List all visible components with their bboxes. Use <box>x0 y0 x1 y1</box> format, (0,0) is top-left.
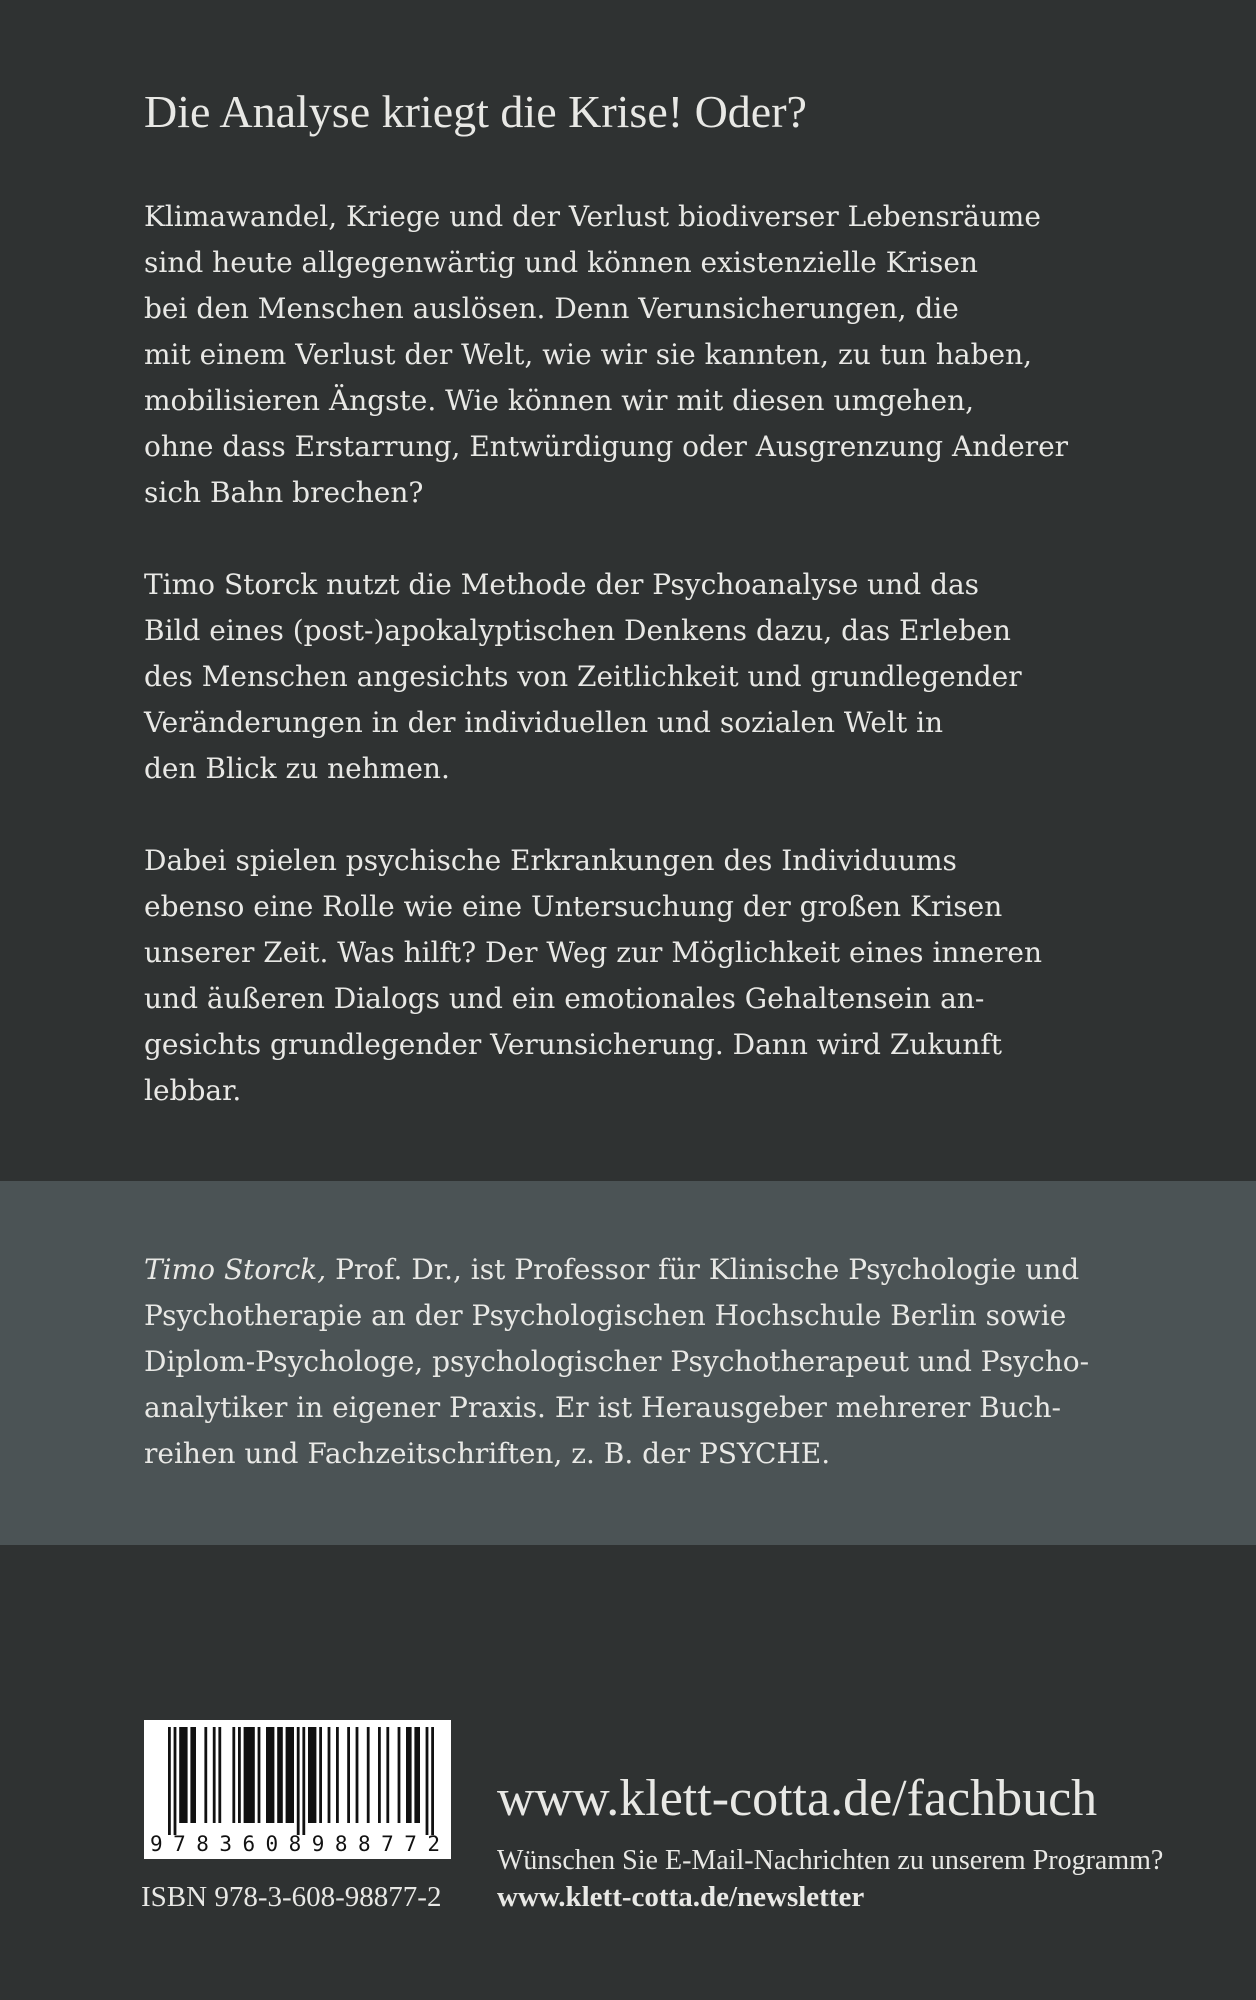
blurb-line: Klimawandel, Kriege und der Verlust biodiverser Lebensräume <box>144 200 1041 233</box>
bio-line <box>144 1247 1089 1293</box>
barcode-bar <box>213 1727 216 1823</box>
barcode-guard-bar <box>174 1727 177 1835</box>
barcode-bar <box>179 1727 187 1823</box>
blurb-line: unserer Zeit. Was hilft? Der Weg zur Möglichkeit eines inneren <box>144 936 1043 969</box>
barcode-bar <box>266 1727 274 1823</box>
blurb-line: lebbar. <box>144 1074 242 1107</box>
blurb-line: mobilisieren Ängste. Wie können wir mit diesen umgehen, <box>144 384 975 417</box>
blurb-line: mit einem Verlust der Welt, wie wir sie kannten, zu tun haben, <box>144 338 1033 371</box>
blurb-line: gesichts grundlegender Verunsicherung. Dann wird Zukunft <box>144 1028 1003 1061</box>
barcode-bar <box>286 1727 294 1823</box>
barcode-bar <box>244 1727 255 1823</box>
blurb-line: sich Bahn brechen? <box>144 476 424 509</box>
blurb-line: Bild eines (post-)apokalyptischen Denkens dazu, das Erleben <box>144 614 1011 647</box>
barcode-bar <box>308 1727 316 1823</box>
barcode-bar <box>238 1727 241 1823</box>
barcode-graphic <box>144 1720 451 1859</box>
barcode-bar <box>386 1727 389 1823</box>
barcode-guard-bar <box>297 1727 300 1835</box>
barcode-bar <box>190 1727 196 1823</box>
blurb-line: Dabei spielen psychische Erkrankungen des Individuums <box>144 844 957 877</box>
blurb-line: ohne dass Erstarrung, Entwürdigung oder Ausgrenzung Anderer <box>144 430 1069 463</box>
author-bio <box>144 1247 1089 1477</box>
blurb-line: und äußeren Dialogs und ein emotionales Gehaltensein an- <box>144 982 985 1015</box>
barcode-bar <box>398 1727 401 1823</box>
bio-line: analytiker in eigener Praxis. Er ist Herausgeber mehrerer Buch- <box>144 1391 1061 1424</box>
blurb-paragraph <box>144 838 1068 1114</box>
barcode-bar <box>378 1727 381 1823</box>
barcode-bar <box>319 1727 322 1823</box>
bio-line: reihen und Fachzeitschriften, z. B. der PSYCHE. <box>144 1437 831 1470</box>
barcode-bar <box>406 1727 412 1823</box>
barcode-bar <box>232 1727 235 1823</box>
bio-line: Diplom-Psychologe, psychologischer Psychotherapeut und Psycho- <box>144 1345 1090 1378</box>
blurb-line: des Menschen angesichts von Zeitlichkeit und grundlegender <box>144 660 1022 693</box>
bio-line-text: Prof. Dr., ist Professor für Klinische Psychologie und <box>335 1253 1080 1286</box>
blurb-paragraph <box>144 194 1068 516</box>
newsletter-prompt: Wünschen Sie E-Mail-Nachrichten zu unserem Programm? <box>497 1845 1164 1876</box>
barcode-bar <box>356 1727 359 1823</box>
blurb-paragraph <box>144 562 1068 792</box>
blurb-line: Timo Storck nutzt die Methode der Psychoanalyse und das <box>144 568 980 601</box>
barcode-bar <box>414 1727 420 1823</box>
publisher-website: www.klett-cotta.de/fachbuch <box>497 1770 1098 1827</box>
barcode-guard-bar <box>168 1727 171 1835</box>
barcode-bar <box>258 1727 261 1823</box>
barcode <box>144 1720 451 1859</box>
barcode-bar <box>336 1727 339 1823</box>
barcode-bar <box>347 1727 350 1823</box>
barcode-bar <box>277 1727 283 1823</box>
barcode-guard-bar <box>302 1727 305 1835</box>
barcode-guard-bar <box>426 1727 429 1835</box>
author-name: Timo Storck, <box>144 1253 327 1286</box>
barcode-bar <box>218 1727 221 1823</box>
barcode-bar <box>367 1727 370 1823</box>
newsletter-url: www.klett-cotta.de/newsletter <box>497 1881 865 1913</box>
barcode-bar <box>328 1727 331 1823</box>
barcode-bar <box>204 1727 207 1823</box>
barcode-digits: 9783608988772 <box>150 1832 440 1856</box>
isbn-number: ISBN 978-3-608-98877-2 <box>141 1881 442 1913</box>
blurb-line: Veränderungen in der individuellen und sozialen Welt in <box>144 706 944 739</box>
bio-line: Psychotherapie an der Psychologischen Hochschule Berlin sowie <box>144 1299 1067 1332</box>
barcode-guard-bar <box>431 1727 434 1835</box>
barcode-bars <box>168 1727 434 1835</box>
blurb-line: bei den Menschen auslösen. Denn Verunsicherungen, die <box>144 292 959 325</box>
blurb-line: den Blick zu nehmen. <box>144 752 450 785</box>
headline: Die Analyse kriegt die Krise! Oder? <box>144 86 807 137</box>
blurb <box>144 194 1068 1160</box>
blurb-line: ebenso eine Rolle wie eine Untersuchung der großen Krisen <box>144 890 1003 923</box>
blurb-line: sind heute allgegenwärtig und können existenzielle Krisen <box>144 246 978 279</box>
